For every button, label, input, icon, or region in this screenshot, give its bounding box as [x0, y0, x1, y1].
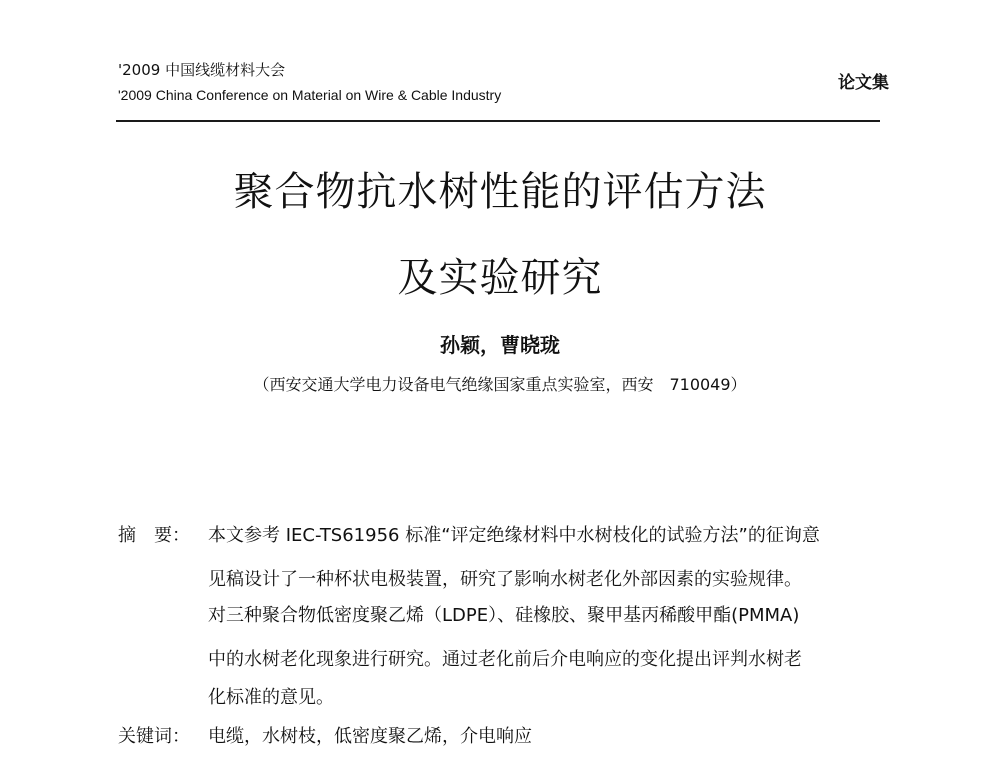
- conference-header-en: '2009 China Conference on Material on Wire & Cable Industry: [118, 87, 502, 103]
- abstract-line: 中的水树老化现象进行研究。通过老化前后介电响应的变化提出评判水树老: [208, 649, 802, 670]
- paper-affiliation: （西安交通大学电力设备电气绝缘国家重点实验室，西安 710049）: [253, 375, 747, 394]
- abstract-label: 摘 要：: [118, 525, 190, 546]
- collection-label: 论文集: [838, 73, 889, 93]
- abstract-line: 见稿设计了一种杯状电极装置，研究了影响水树老化外部因素的实验规律。: [208, 569, 802, 590]
- abstract-line: 对三种聚合物低密度聚乙烯（LDPE）、硅橡胶、聚甲基丙稀酸甲酯(PMMA): [208, 605, 800, 626]
- keywords-label: 关键词：: [118, 726, 190, 747]
- paper-title-line-2: 及实验研究: [397, 255, 603, 301]
- paper-authors: 孙颖，曹晓珑: [440, 333, 560, 357]
- conference-header-cn: '2009 中国线缆材料大会: [118, 61, 286, 79]
- abstract-line: 化标准的意见。: [208, 687, 334, 708]
- abstract-line: 本文参考 IEC-TS61956 标准“评定绝缘材料中水树枝化的试验方法”的征询意: [208, 525, 820, 546]
- paper-title-line-1: 聚合物抗水树性能的评估方法: [233, 169, 767, 215]
- keywords-text: 电缆，水树枝，低密度聚乙烯，介电响应: [208, 726, 532, 747]
- header-divider: [116, 120, 880, 122]
